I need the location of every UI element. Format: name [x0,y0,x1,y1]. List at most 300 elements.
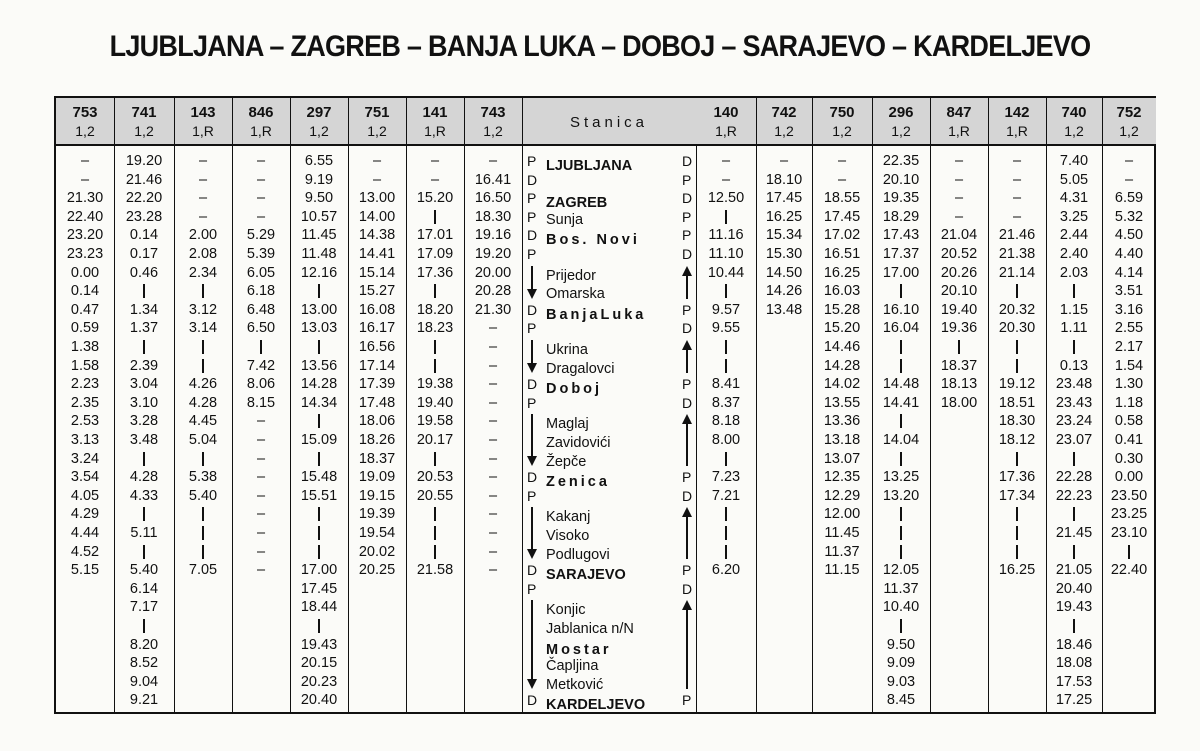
arrow-up-icon [682,414,692,424]
time-cell: 23.20 [66,227,104,244]
time-cell: 14.28 [300,376,338,393]
time-cell: 3.13 [70,432,100,448]
time-cell: – [256,525,266,541]
arrow-down-icon [527,549,537,559]
pass-through-mark [1073,340,1075,354]
time-cell: – [488,450,498,467]
time-cell: 8.20 [129,636,159,653]
page-title: LJUBLJANA – ZAGREB – BANJA LUKA – DOBOJ – SARAJEVO – KARDELJEVO [109,30,1091,63]
time-cell: – [1012,171,1022,188]
time-cell: 9.50 [886,636,916,653]
time-cell: 0.14 [70,283,100,300]
time-cell: 18.06 [358,413,396,430]
station-left-marker: P [527,153,537,169]
time-cell: 0.46 [129,264,159,281]
time-cell: 9.50 [304,190,334,207]
time-cell: 12.50 [707,190,745,207]
pass-through-mark [1073,507,1075,521]
train-number: 846 [248,104,274,121]
time-cell: – [488,376,498,393]
pass-through-mark [900,526,902,540]
pass-through-mark [143,619,145,633]
column-divider [174,98,175,712]
time-cell: 3.51 [1114,283,1144,300]
pass-through-mark [434,284,436,298]
train-class: 1,2 [891,123,911,139]
station-name: Omarska [546,286,605,303]
time-cell: 1.58 [70,357,100,374]
train-class: 1,R [424,123,446,139]
station-name: Ukrina [546,342,588,358]
train-header-750 [812,98,872,146]
time-cell: – [954,208,964,225]
train-number: 141 [422,104,448,121]
time-cell: – [954,190,964,207]
time-cell: 15.27 [358,283,396,300]
pass-through-mark [318,340,320,354]
pass-through-mark [318,619,320,633]
time-cell: – [488,432,498,448]
time-cell: 21.46 [125,171,163,188]
time-cell: 18.13 [940,376,978,393]
time-cell: 18.12 [998,432,1036,448]
train-number: 751 [364,104,390,121]
time-cell: – [488,153,498,169]
time-cell: 21.04 [940,227,978,244]
pass-through-mark [900,359,902,373]
time-cell: 14.26 [765,283,803,300]
time-cell: 18.30 [998,413,1036,430]
train-number: 741 [131,104,157,121]
time-cell: 22.23 [1055,487,1093,504]
pass-through-mark [1016,284,1018,298]
station-name: Prijedor [546,267,596,284]
arrow-up-icon [682,507,692,517]
pass-through-mark [725,526,727,540]
time-cell: 8.06 [246,376,276,393]
time-cell: 13.18 [823,432,861,448]
time-cell: 1.34 [129,301,159,318]
time-cell: 4.50 [1114,227,1144,244]
station-column [522,146,696,712]
station-name: Maglaj [546,416,589,433]
pass-through-mark [900,507,902,521]
time-cell: 17.45 [300,580,338,597]
time-cell: 16.17 [358,320,396,337]
time-cell: 2.03 [1059,264,1089,281]
time-cell: 18.37 [940,357,978,374]
time-cell: 16.51 [823,246,861,262]
time-cell: 23.24 [1055,413,1093,430]
time-cell: 3.28 [129,413,159,430]
train-number: 296 [888,104,914,121]
time-cell: 11.15 [824,562,860,579]
time-cell: 15.48 [300,469,338,486]
train-number: 143 [190,104,216,121]
train-header-743 [464,98,522,146]
time-cell: 21.30 [66,190,104,207]
time-cell: 17.36 [416,264,454,281]
station-left-marker: D [527,376,538,393]
time-cell: 11.16 [708,227,744,244]
pass-through-mark [1128,545,1130,559]
pass-through-mark [725,545,727,559]
time-cell: 20.52 [940,246,978,262]
station-name: Metković [546,676,604,693]
time-cell: 17.37 [882,246,920,262]
time-cell: 16.50 [474,190,512,207]
train-column-143 [174,146,232,712]
time-cell: 11.37 [883,580,919,597]
station-name: SARAJEVO [546,567,626,584]
column-divider [756,98,757,712]
train-class: 1,2 [134,123,154,139]
column-divider [232,98,233,712]
time-cell: 11.45 [824,525,860,541]
time-cell: 19.36 [940,320,978,337]
pass-through-mark [900,545,902,559]
time-cell: 2.17 [1114,339,1144,355]
time-cell: 6.55 [304,153,334,169]
pass-through-mark [143,340,145,354]
station-left-marker: D [527,171,538,188]
time-cell: 0.13 [1059,357,1089,374]
time-cell: 3.12 [188,301,218,318]
time-cell: 23.10 [1110,525,1148,541]
time-cell: 3.10 [129,394,159,411]
pass-through-mark [318,452,320,466]
station-name: ZAGREB [546,195,608,212]
time-cell: 18.55 [823,190,861,207]
time-cell: – [256,543,266,560]
time-cell: 4.31 [1059,190,1089,207]
station-name: Čapljina [546,658,599,675]
train-column-750 [812,146,872,712]
time-cell: 23.48 [1055,376,1093,393]
time-cell: 6.48 [246,301,276,318]
time-cell: 5.29 [246,227,276,244]
time-cell: – [488,562,498,579]
time-cell: 17.34 [998,487,1036,504]
train-header-740 [1046,98,1102,146]
time-cell: 4.28 [129,469,159,486]
train-number: 750 [829,104,855,121]
time-cell: 22.40 [66,208,104,225]
time-cell: 14.04 [882,432,920,448]
time-cell: 9.19 [304,171,334,188]
time-cell: 21.45 [1055,525,1093,541]
time-cell: 19.12 [998,376,1036,393]
pass-through-mark [725,452,727,466]
time-cell: – [256,450,266,467]
pass-through-mark [202,452,204,466]
time-cell: 0.47 [70,301,100,318]
time-cell: 19.15 [358,487,396,504]
station-left-marker: P [527,190,537,207]
time-cell: 23.28 [125,208,163,225]
pass-through-mark [434,340,436,354]
time-cell: – [430,171,440,188]
time-cell: 13.00 [358,190,396,207]
time-cell: – [372,171,382,188]
pass-through-mark [1016,340,1018,354]
time-cell: 10.44 [707,264,745,281]
pass-through-mark [958,340,960,354]
time-cell: 15.14 [358,264,396,281]
time-cell: 14.02 [823,376,861,393]
time-cell: 0.00 [1114,469,1144,486]
time-cell: 8.41 [711,376,741,393]
direction-down-line [531,414,533,458]
time-cell: 14.38 [358,227,396,244]
station-right-marker: D [682,580,693,597]
time-cell: – [721,171,731,188]
pass-through-mark [1016,359,1018,373]
time-cell: 5.15 [70,562,100,579]
time-cell: – [256,506,266,523]
station-left-marker: D [527,692,538,709]
column-divider [988,98,989,712]
time-cell: – [721,153,731,169]
time-cell: – [256,487,266,504]
time-cell: 5.11 [130,525,158,541]
train-header-140 [696,98,756,146]
time-cell: – [80,171,90,188]
time-cell: – [198,190,208,207]
time-cell: 3.24 [70,450,100,467]
time-cell: 14.28 [823,357,861,374]
pass-through-mark [434,545,436,559]
time-cell: – [80,153,90,169]
time-cell: 9.57 [711,301,741,318]
pass-through-mark [318,526,320,540]
station-right-marker: D [682,487,693,504]
time-cell: 20.17 [416,432,454,448]
arrow-down-icon [527,679,537,689]
station-name: Zenica [546,474,610,491]
time-cell: 14.00 [358,208,396,225]
time-cell: 0.17 [129,246,159,262]
time-cell: – [779,153,789,169]
time-cell: 21.38 [998,246,1036,262]
pass-through-mark [1016,526,1018,540]
time-cell: 23.50 [1110,487,1148,504]
train-number: 743 [480,104,506,121]
train-header-752 [1102,98,1156,146]
station-right-marker: P [682,227,692,244]
time-cell: 15.20 [823,320,861,337]
time-cell: 14.50 [765,264,803,281]
time-cell: 18.51 [998,394,1036,411]
time-cell: 13.25 [882,469,920,486]
time-cell: 2.00 [188,227,218,244]
time-cell: 20.10 [940,283,978,300]
time-cell: – [256,208,266,225]
time-cell: 2.08 [188,246,218,262]
time-cell: – [256,190,266,207]
time-cell: 5.05 [1059,171,1089,188]
time-cell: 6.59 [1114,190,1144,207]
time-cell: 17.02 [823,227,861,244]
time-cell: 22.28 [1055,469,1093,486]
time-cell: 1.54 [1114,357,1144,374]
train-header-297 [290,98,348,146]
time-cell: 0.14 [129,227,159,244]
pass-through-mark [900,340,902,354]
time-cell: 17.45 [765,190,803,207]
time-cell: 18.00 [940,394,978,411]
station-name: KARDELJEVO [546,697,646,714]
time-cell: 3.48 [129,432,159,448]
time-cell: 0.59 [70,320,100,337]
time-cell: 3.14 [188,320,218,337]
time-cell: 1.18 [1114,394,1144,411]
station-right-marker: D [682,246,693,262]
arrow-up-icon [682,266,692,276]
train-column-296 [872,146,930,712]
time-cell: 11.48 [301,246,337,262]
pass-through-mark [143,507,145,521]
column-divider [930,98,931,712]
time-cell: – [837,153,847,169]
time-cell: 16.41 [474,171,512,188]
pass-through-mark [434,526,436,540]
station-left-marker: P [527,394,537,411]
time-cell: 15.34 [765,227,803,244]
time-cell: 4.33 [129,487,159,504]
time-cell: 8.00 [711,432,741,448]
time-cell: 20.00 [474,264,512,281]
time-cell: 10.57 [300,208,338,225]
train-class: 1,R [948,123,970,139]
time-cell: 11.10 [708,246,744,262]
train-class: 1,R [715,123,737,139]
train-class: 1,R [1006,123,1028,139]
time-cell: 7.40 [1059,153,1089,169]
time-cell: 4.28 [188,394,218,411]
time-cell: 18.44 [300,599,338,616]
time-cell: – [256,432,266,448]
time-cell: 15.20 [416,190,454,207]
station-name: Podlugovi [546,546,610,563]
train-class: 1,2 [367,123,387,139]
time-cell: 13.20 [882,487,920,504]
time-cell: 12.05 [882,562,920,579]
station-header-label: Stanica [569,114,649,131]
direction-down-line [531,340,533,365]
time-cell: 22.40 [1110,562,1148,579]
time-cell: 17.01 [416,227,454,244]
train-number: 847 [946,104,972,121]
time-cell: 5.04 [188,432,218,448]
time-cell: 17.36 [998,469,1036,486]
time-cell: 12.29 [823,487,861,504]
station-name: LJUBLJANA [546,158,633,174]
time-cell: 4.45 [188,413,218,430]
direction-up-line [686,608,688,689]
time-cell: 18.46 [1055,636,1093,653]
time-cell: 20.10 [882,171,920,188]
time-cell: 15.30 [765,246,803,262]
time-cell: – [488,525,498,541]
time-cell: 3.25 [1059,208,1089,225]
time-cell: 20.26 [940,264,978,281]
time-cell: 9.55 [711,320,741,337]
column-divider [406,98,407,712]
time-cell: 23.43 [1055,394,1093,411]
time-cell: 1.38 [70,339,100,355]
time-cell: 18.37 [358,450,396,467]
time-cell: 12.35 [823,469,861,486]
time-cell: 0.30 [1114,450,1144,467]
time-cell: 20.53 [416,469,454,486]
time-cell: – [256,171,266,188]
time-cell: 19.58 [416,413,454,430]
station-name: Kakanj [546,509,591,526]
time-cell: 16.08 [358,301,396,318]
station-name: Doboj [546,381,603,398]
time-cell: 11.45 [301,227,337,244]
pass-through-mark [202,359,204,373]
time-cell: 2.39 [129,357,159,374]
time-cell: 19.09 [358,469,396,486]
train-number: 297 [306,104,332,121]
pass-through-mark [143,545,145,559]
pass-through-mark [143,284,145,298]
station-right-marker: P [682,376,692,393]
time-cell: – [488,339,498,355]
pass-through-mark [1073,619,1075,633]
time-cell: – [1012,153,1022,169]
station-name: Konjic [546,602,586,619]
pass-through-mark [143,452,145,466]
pass-through-mark [725,507,727,521]
time-cell: – [198,171,208,188]
train-column-142 [988,146,1046,712]
time-cell: 19.43 [300,636,338,653]
time-cell: 5.40 [129,562,159,579]
time-cell: 16.25 [765,208,803,225]
time-cell: – [488,357,498,374]
time-cell: 17.09 [416,246,454,262]
column-divider [114,98,115,712]
time-cell: 5.32 [1114,208,1144,225]
time-cell: 19.39 [358,506,396,523]
pass-through-mark [1073,545,1075,559]
time-cell: – [488,469,498,486]
station-right-marker: D [682,190,693,207]
pass-through-mark [725,210,727,224]
station-right-marker: P [682,562,692,579]
time-cell: – [1012,190,1022,207]
time-cell: 11.37 [824,543,860,560]
time-cell: 20.28 [474,283,512,300]
station-name: Sunja [546,211,584,228]
time-cell: 2.35 [70,394,100,411]
time-cell: 17.00 [300,562,338,579]
pass-through-mark [318,507,320,521]
time-cell: 15.51 [300,487,338,504]
station-name: Zavidovići [546,435,611,451]
train-header-753 [56,98,114,146]
time-cell: 17.00 [882,264,920,281]
time-cell: 1.15 [1059,301,1089,318]
pass-through-mark [725,359,727,373]
pass-through-mark [900,414,902,428]
time-cell: – [430,153,440,169]
time-cell: 14.41 [358,246,396,262]
time-cell: 17.25 [1055,692,1093,709]
